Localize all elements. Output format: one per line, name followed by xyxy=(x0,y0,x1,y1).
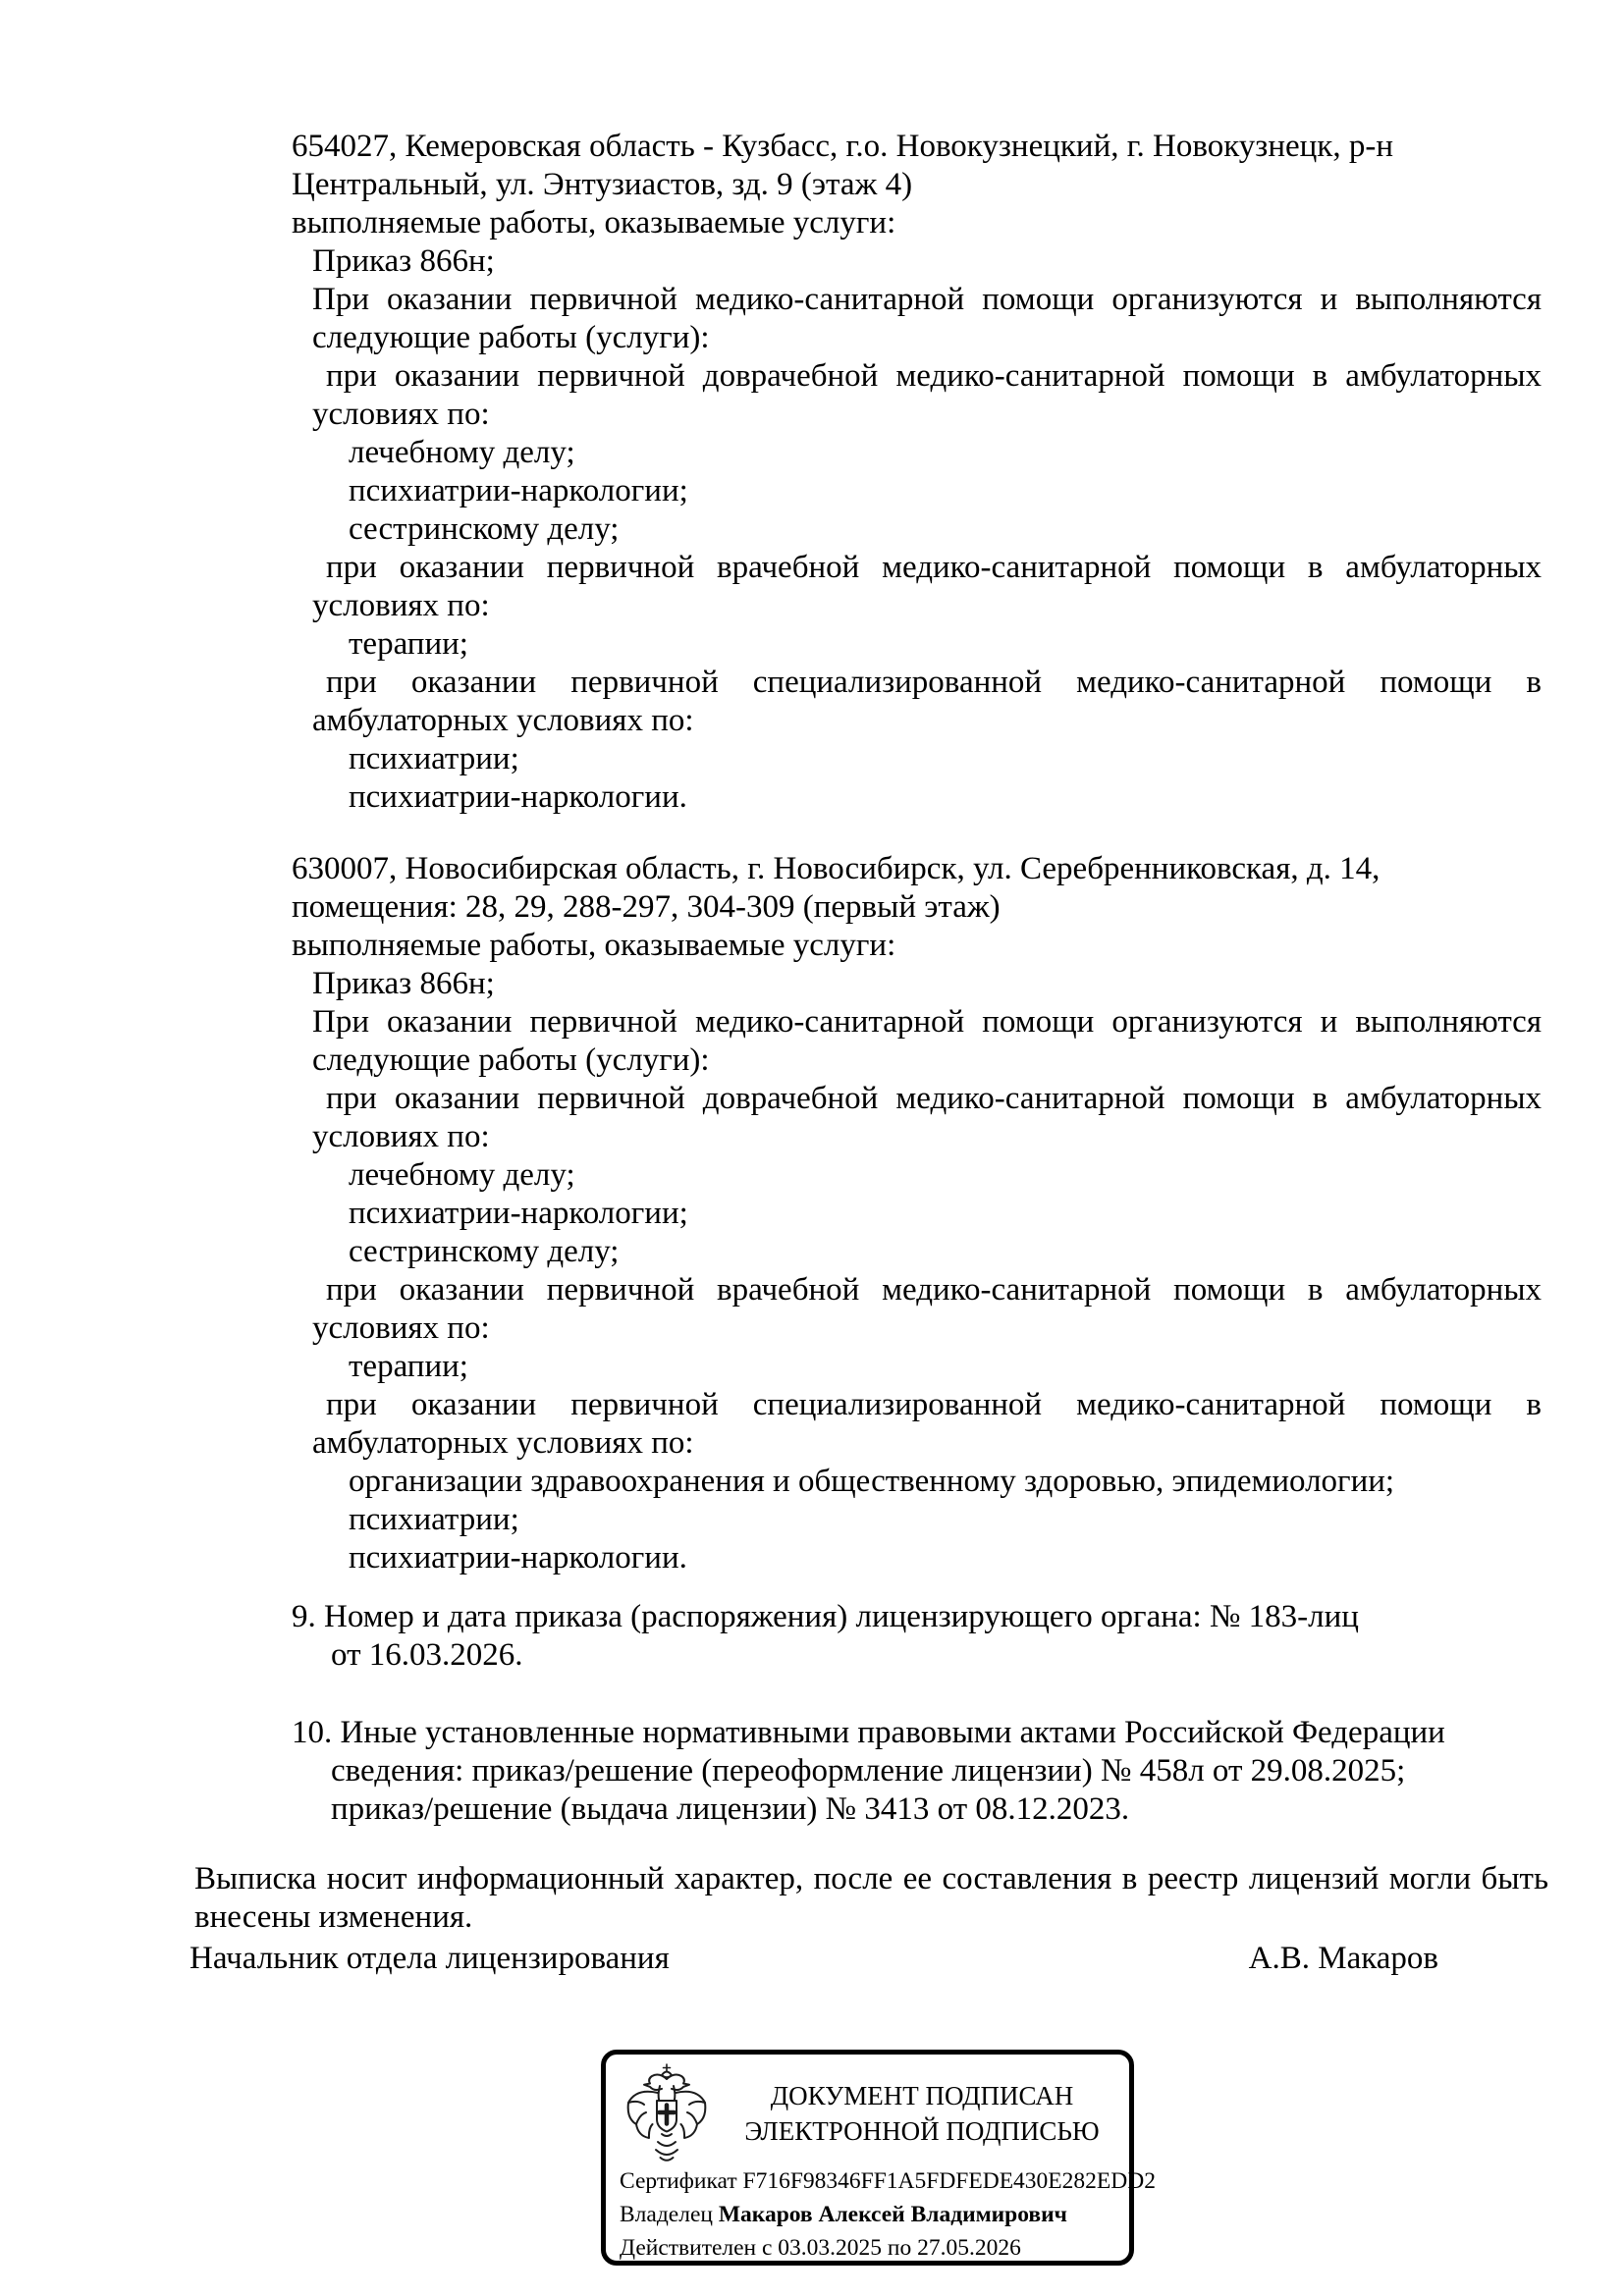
document-line: терапии; xyxy=(349,626,468,662)
document-line: условиях по: xyxy=(312,588,490,623)
document-line: психиатрии; xyxy=(349,741,519,776)
stamp-title-line: ДОКУМЕНТ ПОДПИСАН xyxy=(770,2081,1074,2110)
address-block-1 xyxy=(292,128,1542,817)
document-line: лечебному делу; xyxy=(349,435,575,470)
document-line: при оказании первичной доврачебной медико-санитарной помощи в амбулаторных xyxy=(326,358,1542,394)
stamp-owner-line xyxy=(620,2198,1125,2231)
document-line: психиатрии; xyxy=(349,1502,519,1537)
owner-name: Макаров Алексей Владимирович xyxy=(718,2202,1067,2227)
certificate-label: Сертификат xyxy=(620,2168,737,2194)
document-line: психиатрии-наркологии; xyxy=(349,473,688,508)
document-line: Центральный, ул. Энтузиастов, зд. 9 (этаж 4) xyxy=(292,167,913,202)
order-number-item xyxy=(292,1598,1542,1675)
certificate-value: F716F98346FF1A5FDFEDE430E282EDD2 xyxy=(742,2168,1156,2194)
document-line: условиях по: xyxy=(312,1310,490,1346)
document-line: приказ/решение (выдача лицензии) № 3413 от 08.12.2023. xyxy=(331,1791,1130,1827)
document-line: условиях по: xyxy=(312,397,490,432)
document-line: При оказании первичной медико-санитарной помощи организуются и выполняются xyxy=(312,1004,1542,1040)
document-line: следующие работы (услуги): xyxy=(312,1042,710,1078)
document-line: организации здравоохранения и общественному здоровью, эпидемиологии; xyxy=(349,1464,1395,1499)
document-line: 10. Иные установленные нормативными правовыми актами Российской Федерации xyxy=(292,1715,1445,1750)
document-line: сведения: приказ/решение (переоформление лицензии) № 458л от 29.08.2025; xyxy=(331,1753,1406,1789)
document-line: амбулаторных условиях по: xyxy=(312,703,694,738)
extract-body xyxy=(292,128,1542,1829)
document-line: при оказании первичной врачебной медико-санитарной помощи в амбулаторных xyxy=(326,1272,1542,1308)
document-line: выполняемые работы, оказываемые услуги: xyxy=(292,205,896,240)
document-line: следующие работы (услуги): xyxy=(312,320,710,355)
document-line: При оказании первичной медико-санитарной помощи организуются и выполняются xyxy=(312,282,1542,317)
document-line: при оказании первичной доврачебной медико-санитарной помощи в амбулаторных xyxy=(326,1081,1542,1116)
document-line: при оказании первичной врачебной медико-санитарной помощи в амбулаторных xyxy=(326,550,1542,585)
signature-row xyxy=(189,1940,1438,1978)
document-line: психиатрии-наркологии; xyxy=(349,1196,688,1231)
address-block-2 xyxy=(292,850,1542,1577)
document-line: лечебному делу; xyxy=(349,1157,575,1193)
document-line: психиатрии-наркологии. xyxy=(349,1540,687,1575)
document-line: Приказ 866н; xyxy=(312,243,495,279)
signatory-name: А.В. Макаров xyxy=(1248,1941,1438,1976)
signatory-position: Начальник отдела лицензирования xyxy=(189,1941,670,1976)
document-line: сестринскому делу; xyxy=(349,1234,620,1269)
document-line: амбулаторных условиях по: xyxy=(312,1425,694,1461)
stamp-certificate-line xyxy=(620,2164,1156,2198)
document-line: внесены изменения. xyxy=(194,1899,473,1935)
document-line: Выписка носит информационный характер, после ее составления в реестр лицензий могли быть xyxy=(194,1861,1548,1896)
info-note xyxy=(194,1860,1548,1937)
digital-signature-stamp xyxy=(601,2050,1156,2266)
document-line: Приказ 866н; xyxy=(312,966,495,1001)
document-line: выполняемые работы, оказываемые услуги: xyxy=(292,928,896,963)
document-line: психиатрии-наркологии. xyxy=(349,779,687,815)
stamp-title xyxy=(722,2078,1122,2149)
document-line: 630007, Новосибирская область, г. Новосибирск, ул. Серебренниковская, д. 14, xyxy=(292,851,1380,886)
roszdravnadzor-eagle-icon xyxy=(622,2062,712,2164)
owner-label: Владелец xyxy=(620,2202,713,2227)
document-line: помещения: 28, 29, 288-297, 304-309 (первый этаж) xyxy=(292,889,1001,925)
document-line: терапии; xyxy=(349,1349,468,1384)
document-line: сестринскому делу; xyxy=(349,511,620,547)
stamp-title-line: ЭЛЕКТРОННОЙ ПОДПИСЬЮ xyxy=(744,2116,1100,2146)
stamp-validity-line: Действителен с 03.03.2025 по 27.05.2026 xyxy=(620,2235,1021,2261)
document-line: 654027, Кемеровская область - Кузбасс, г.о. Новокузнецкий, г. Новокузнецк, р-н xyxy=(292,129,1393,164)
document-line: при оказании первичной специализированной медико-санитарной помощи в xyxy=(326,1387,1542,1422)
document-line: 9. Номер и дата приказа (распоряжения) лицензирующего органа: № 183-лиц xyxy=(292,1599,1359,1634)
document-line: при оказании первичной специализированной медико-санитарной помощи в xyxy=(326,665,1542,700)
stamp-details xyxy=(620,2164,1156,2265)
other-info-item xyxy=(292,1714,1542,1829)
document-line: условиях по: xyxy=(312,1119,490,1154)
document-line: от 16.03.2026. xyxy=(331,1637,523,1673)
